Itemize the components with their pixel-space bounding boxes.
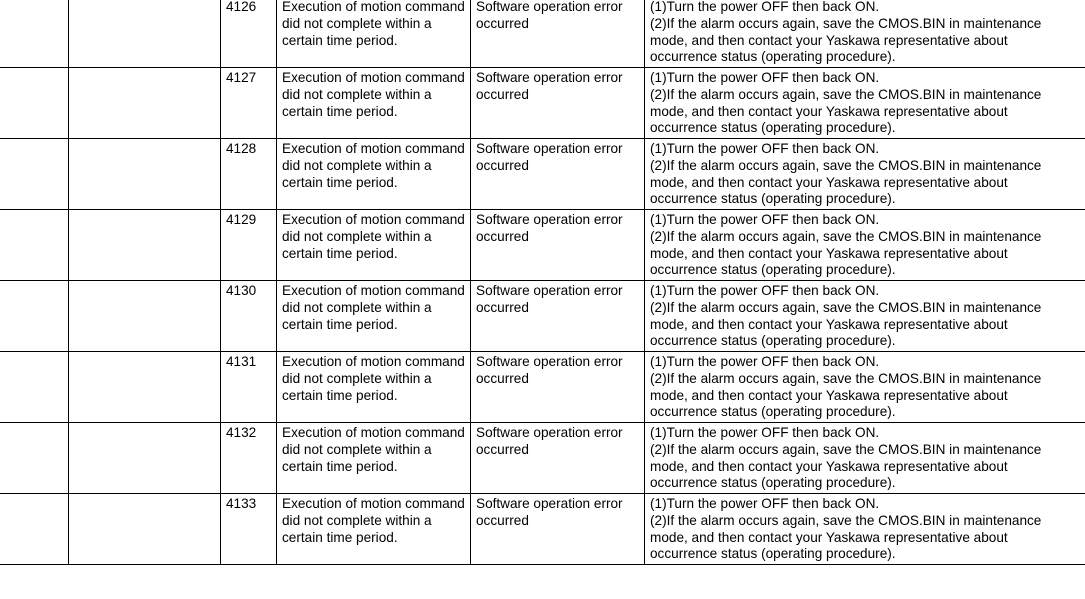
alarm-remedy-line: mode, and then contact your Yaskawa representative about xyxy=(650,458,1008,474)
alarm-cause-line: occurred xyxy=(476,512,529,528)
alarm-cause-line: Software operation error xyxy=(476,496,623,511)
alarm-cause-line: Software operation error xyxy=(476,283,623,298)
alarm-name-cell xyxy=(277,210,471,281)
alarm-remedy-line: (1)Turn the power OFF then back ON. xyxy=(650,283,880,298)
alarm-cause-line: occurred xyxy=(476,370,529,386)
alarm-name-cell xyxy=(277,494,471,565)
alarm-remedy-line: occurrence status (operating procedure). xyxy=(650,262,896,278)
alarm-name-cell xyxy=(277,0,471,68)
alarm-cause-cell xyxy=(471,352,645,423)
alarm-remedy-line: (2)If the alarm occurs again, save the CMOS.BIN in maintenance xyxy=(650,86,1042,102)
alarm-code-cell: 4129 xyxy=(221,210,277,281)
alarm-remedy-line: (2)If the alarm occurs again, save the CMOS.BIN in maintenance xyxy=(650,441,1042,457)
alarm-name-line: did not complete within a xyxy=(282,86,432,102)
alarm-remedy-line: mode, and then contact your Yaskawa representative about xyxy=(650,32,1008,48)
alarm-cause-cell xyxy=(471,0,645,68)
alarm-remedy-line: occurrence status (operating procedure). xyxy=(650,404,896,420)
alarm-name-line: did not complete within a xyxy=(282,228,432,244)
alarm-name-line: did not complete within a xyxy=(282,299,432,315)
alarm-name-line: certain time period. xyxy=(282,174,398,190)
alarm-cause-cell xyxy=(471,210,645,281)
alarm-remedy-cell xyxy=(645,210,1085,281)
alarm-name-cell xyxy=(277,281,471,352)
alarm-remedy-cell xyxy=(645,352,1085,423)
alarm-remedy-line: occurrence status (operating procedure). xyxy=(650,191,896,207)
table-row xyxy=(0,68,1085,139)
alarm-remedy-cell xyxy=(645,139,1085,210)
empty-cell xyxy=(0,281,69,352)
alarm-name-line: certain time period. xyxy=(282,316,398,332)
empty-cell xyxy=(69,281,221,352)
alarm-code-cell: 4126 xyxy=(221,0,277,68)
alarm-code-cell: 4130 xyxy=(221,281,277,352)
alarm-name-line: Execution of motion command xyxy=(282,283,465,298)
empty-cell xyxy=(0,494,69,565)
alarm-cause-line: occurred xyxy=(476,228,529,244)
alarm-remedy-line: (2)If the alarm occurs again, save the CMOS.BIN in maintenance xyxy=(650,512,1042,528)
alarm-name-line: Execution of motion command xyxy=(282,425,465,440)
alarm-name-cell xyxy=(277,423,471,494)
alarm-name-line: Execution of motion command xyxy=(282,141,465,156)
empty-cell xyxy=(69,68,221,139)
empty-cell xyxy=(69,139,221,210)
alarm-name-line: certain time period. xyxy=(282,529,398,545)
empty-cell xyxy=(69,210,221,281)
empty-cell xyxy=(69,494,221,565)
alarm-code-cell: 4127 xyxy=(221,68,277,139)
alarm-name-cell xyxy=(277,68,471,139)
alarm-name-line: Execution of motion command xyxy=(282,212,465,227)
alarm-remedy-line: (2)If the alarm occurs again, save the CMOS.BIN in maintenance xyxy=(650,299,1042,315)
alarm-remedy-line: (1)Turn the power OFF then back ON. xyxy=(650,425,880,440)
alarm-name-line: did not complete within a xyxy=(282,157,432,173)
alarm-remedy-line: (2)If the alarm occurs again, save the CMOS.BIN in maintenance xyxy=(650,157,1042,173)
alarm-remedy-line: (1)Turn the power OFF then back ON. xyxy=(650,141,880,156)
alarm-remedy-cell xyxy=(645,0,1085,68)
alarm-cause-cell xyxy=(471,494,645,565)
alarm-name-cell xyxy=(277,139,471,210)
alarm-name-line: certain time period. xyxy=(282,245,398,261)
alarm-cause-line: occurred xyxy=(476,15,529,31)
alarm-remedy-line: (1)Turn the power OFF then back ON. xyxy=(650,354,880,369)
empty-cell xyxy=(0,352,69,423)
alarm-cause-line: occurred xyxy=(476,86,529,102)
alarm-code-cell: 4132 xyxy=(221,423,277,494)
alarm-cause-line: Software operation error xyxy=(476,70,623,85)
alarm-name-line: certain time period. xyxy=(282,387,398,403)
table-row xyxy=(0,0,1085,68)
alarm-remedy-line: occurrence status (operating procedure). xyxy=(650,49,896,65)
alarm-cause-line: occurred xyxy=(476,157,529,173)
alarm-cause-cell xyxy=(471,139,645,210)
alarm-name-line: certain time period. xyxy=(282,32,398,48)
alarm-remedy-line: mode, and then contact your Yaskawa representative about xyxy=(650,103,1008,119)
alarm-cause-line: occurred xyxy=(476,441,529,457)
alarm-remedy-cell xyxy=(645,281,1085,352)
alarm-cause-cell xyxy=(471,68,645,139)
alarm-remedy-cell xyxy=(645,494,1085,565)
alarm-name-line: Execution of motion command xyxy=(282,0,465,14)
alarm-name-line: did not complete within a xyxy=(282,370,432,386)
alarm-name-line: certain time period. xyxy=(282,458,398,474)
table-row xyxy=(0,352,1085,423)
table-row xyxy=(0,139,1085,210)
alarm-code-cell: 4133 xyxy=(221,494,277,565)
alarm-remedy-line: occurrence status (operating procedure). xyxy=(650,120,896,136)
alarm-remedy-line: mode, and then contact your Yaskawa representative about xyxy=(650,174,1008,190)
alarm-cause-line: Software operation error xyxy=(476,212,623,227)
alarm-remedy-cell xyxy=(645,423,1085,494)
alarm-remedy-line: mode, and then contact your Yaskawa representative about xyxy=(650,387,1008,403)
empty-cell xyxy=(0,423,69,494)
empty-cell xyxy=(0,68,69,139)
table-row xyxy=(0,494,1085,565)
alarm-remedy-line: (1)Turn the power OFF then back ON. xyxy=(650,70,880,85)
alarm-name-line: Execution of motion command xyxy=(282,70,465,85)
alarm-remedy-line: occurrence status (operating procedure). xyxy=(650,333,896,349)
alarm-remedy-cell xyxy=(645,68,1085,139)
empty-cell xyxy=(0,0,69,68)
alarm-remedy-line: (1)Turn the power OFF then back ON. xyxy=(650,496,880,511)
alarm-name-line: did not complete within a xyxy=(282,441,432,457)
alarm-name-line: did not complete within a xyxy=(282,15,432,31)
empty-cell xyxy=(69,423,221,494)
table-row xyxy=(0,210,1085,281)
empty-cell xyxy=(69,0,221,68)
alarm-cause-line: Software operation error xyxy=(476,141,623,156)
empty-cell xyxy=(0,139,69,210)
alarm-code-cell: 4128 xyxy=(221,139,277,210)
alarm-cause-cell xyxy=(471,423,645,494)
alarm-remedy-line: (2)If the alarm occurs again, save the CMOS.BIN in maintenance xyxy=(650,370,1042,386)
alarm-remedy-line: (1)Turn the power OFF then back ON. xyxy=(650,212,880,227)
alarm-cause-cell xyxy=(471,281,645,352)
alarm-name-line: Execution of motion command xyxy=(282,354,465,369)
alarm-name-line: Execution of motion command xyxy=(282,496,465,511)
alarm-remedy-line: occurrence status (operating procedure). xyxy=(650,546,896,562)
alarm-remedy-line: (2)If the alarm occurs again, save the CMOS.BIN in maintenance xyxy=(650,228,1042,244)
empty-cell xyxy=(69,352,221,423)
empty-cell xyxy=(0,210,69,281)
alarm-remedy-line: occurrence status (operating procedure). xyxy=(650,475,896,491)
alarm-remedy-line: mode, and then contact your Yaskawa representative about xyxy=(650,245,1008,261)
alarm-name-cell xyxy=(277,352,471,423)
alarm-name-line: did not complete within a xyxy=(282,512,432,528)
alarm-remedy-line: (2)If the alarm occurs again, save the CMOS.BIN in maintenance xyxy=(650,15,1042,31)
alarm-remedy-line: (1)Turn the power OFF then back ON. xyxy=(650,0,880,14)
alarm-remedy-line: mode, and then contact your Yaskawa representative about xyxy=(650,529,1008,545)
alarm-remedy-line: mode, and then contact your Yaskawa representative about xyxy=(650,316,1008,332)
table-row xyxy=(0,281,1085,352)
alarm-cause-line: Software operation error xyxy=(476,354,623,369)
alarm-code-cell: 4131 xyxy=(221,352,277,423)
alarm-cause-line: occurred xyxy=(476,299,529,315)
alarm-cause-line: Software operation error xyxy=(476,0,623,14)
alarm-name-line: certain time period. xyxy=(282,103,398,119)
alarm-cause-line: Software operation error xyxy=(476,425,623,440)
table-row xyxy=(0,423,1085,494)
